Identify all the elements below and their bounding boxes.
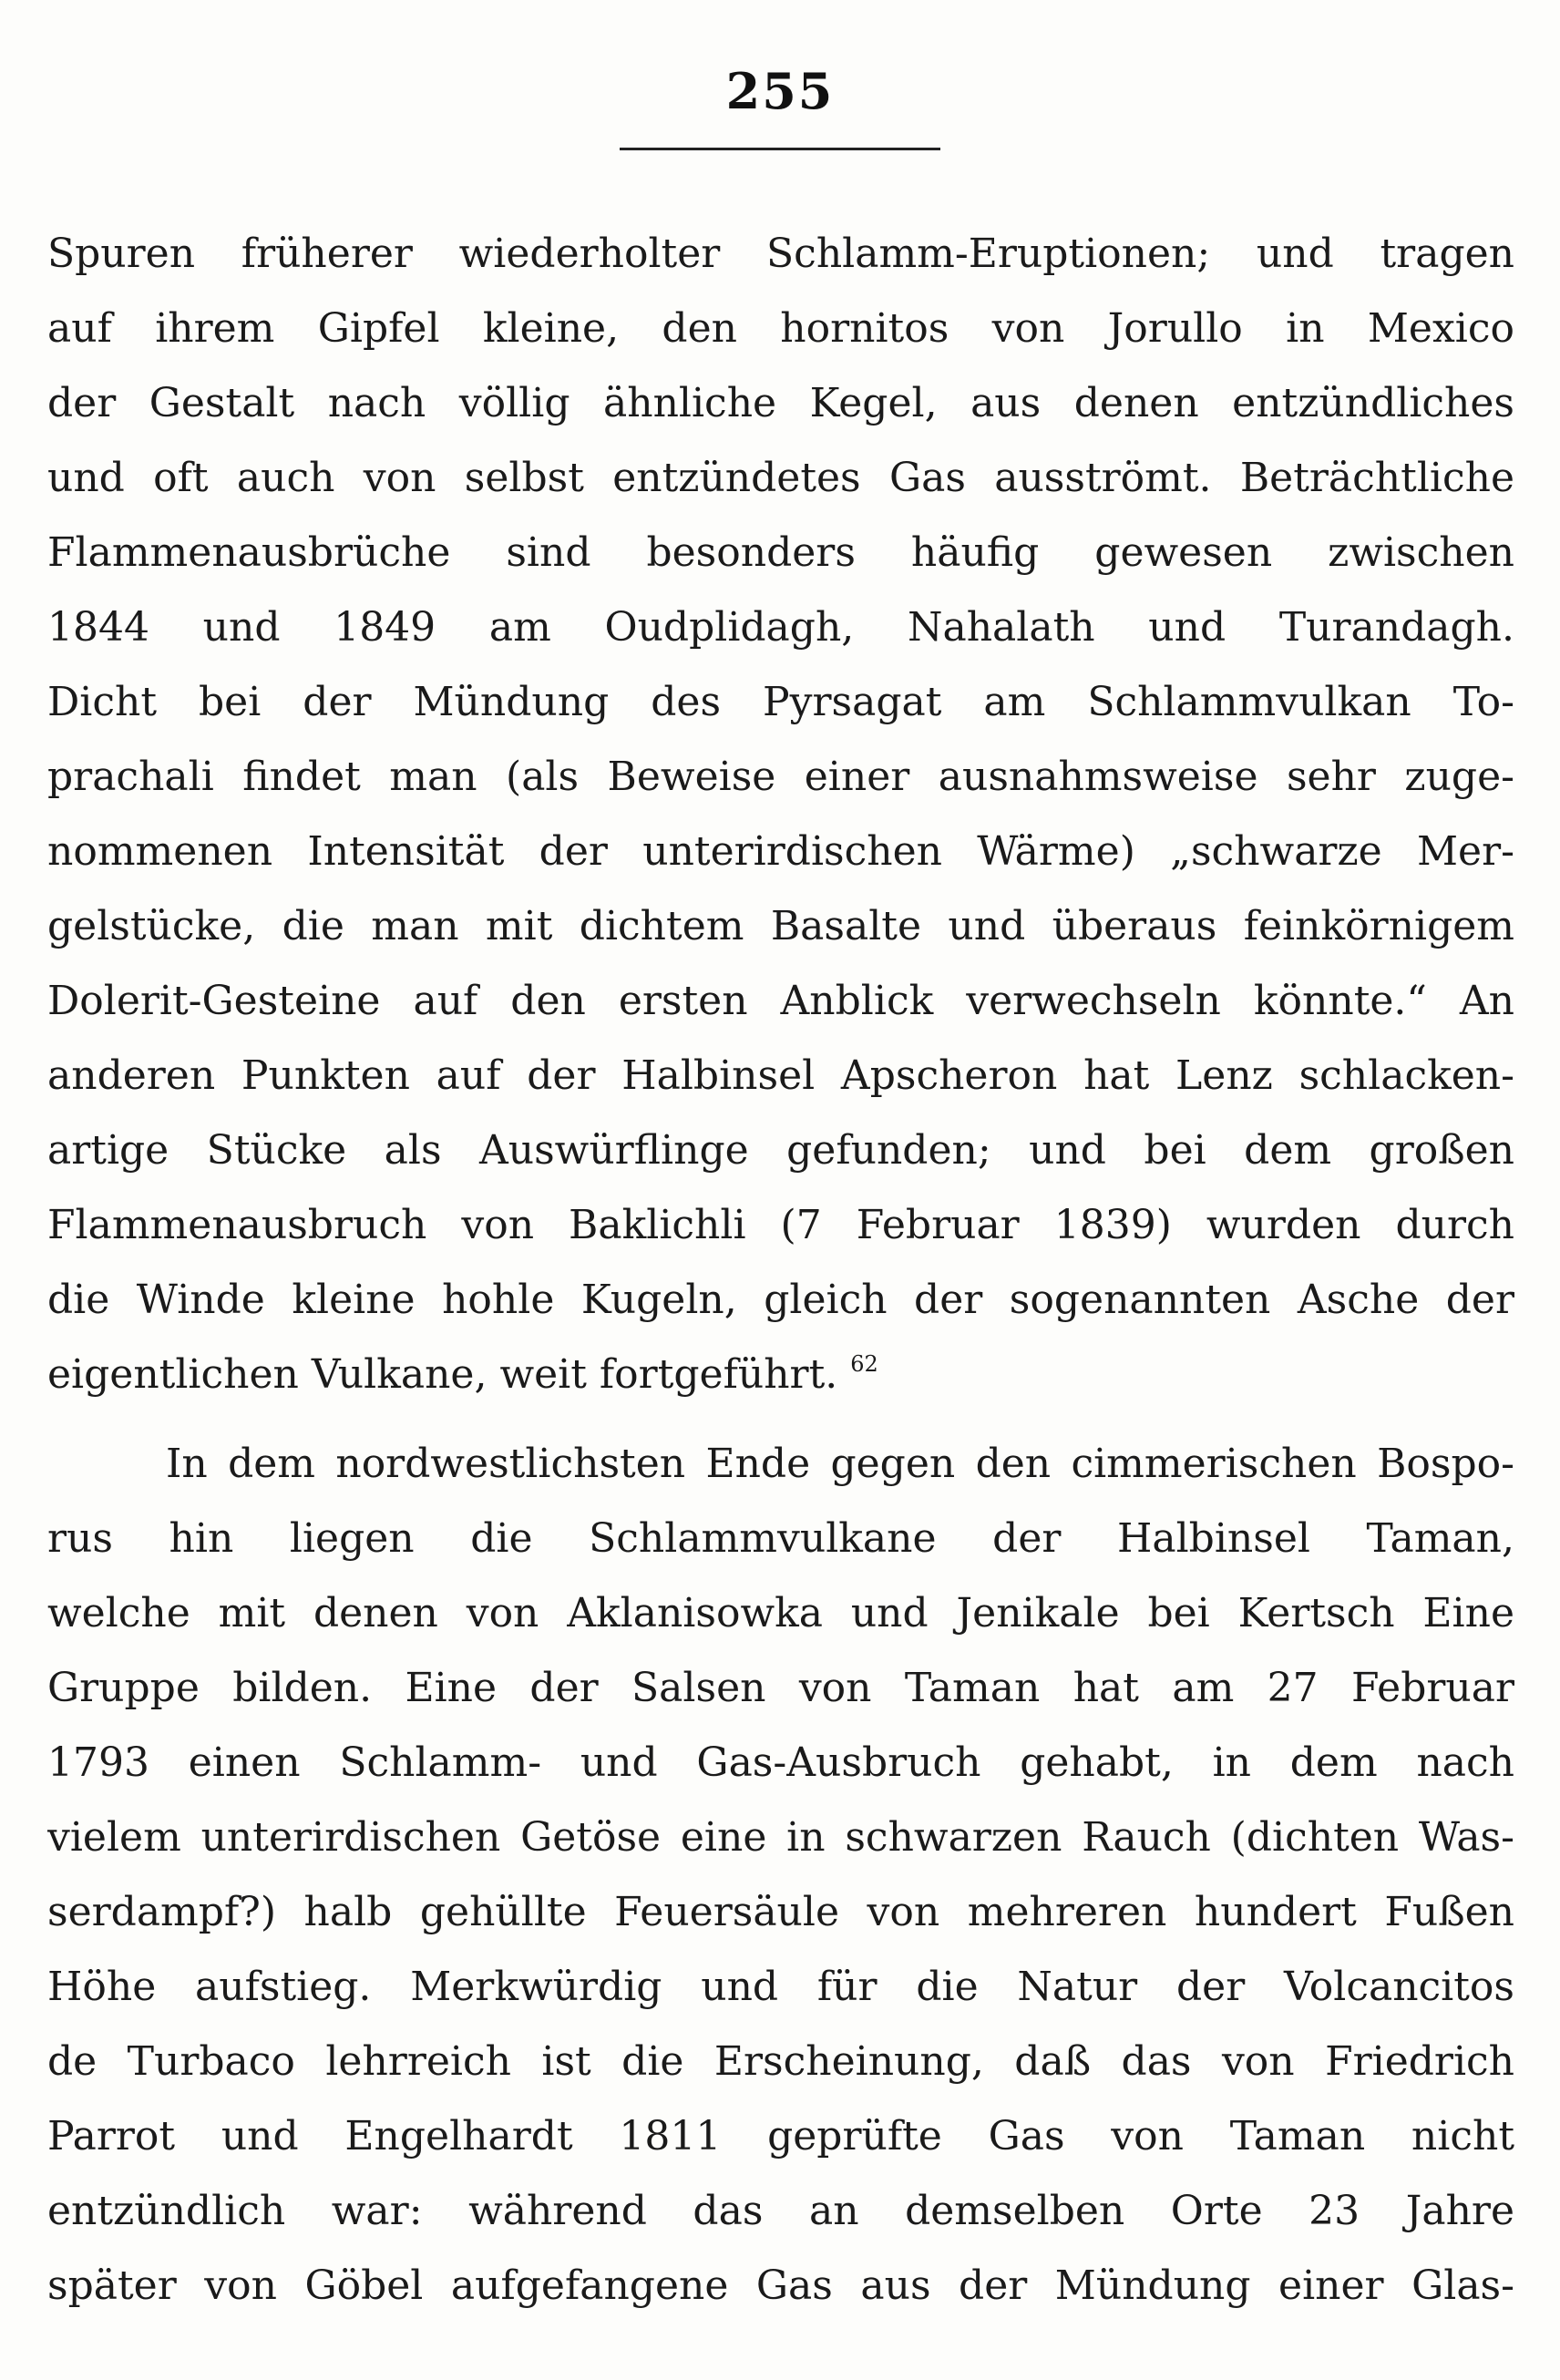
text-line: später von Göbel aufgefangene Gas aus der Mündung einer Glas- <box>47 2262 1514 2309</box>
paragraph-gap <box>47 1412 1514 1427</box>
text-line-indented: In dem nordwestlichsten Ende gegen den cimmerischen Bospo- <box>166 1441 1514 1487</box>
text-line: de Turbaco lehrreich ist die Erscheinung, daß das von Friedrich <box>47 2038 1514 2085</box>
text-line: nommenen Intensität der unterirdischen Wärme) „schwarze Mer- <box>47 828 1514 875</box>
page-number: 255 <box>725 62 835 120</box>
text-line: vielem unterirdischen Getöse eine in schwarzen Rauch (dichten Was- <box>47 1814 1514 1861</box>
text-line: und oft auch von selbst entzündetes Gas ausströmt. Beträchtliche <box>47 455 1514 501</box>
header-rule <box>620 148 940 150</box>
text-line: die Winde kleine hohle Kugeln, gleich der sogenannten Asche der <box>47 1277 1514 1323</box>
text-line: Dolerit-Gesteine auf den ersten Anblick verwechseln könnte.“ An <box>47 978 1514 1024</box>
text-line: entzündlich war: während das an demselben Orte 23 Jahre <box>47 2188 1514 2234</box>
body-text <box>47 217 1514 2324</box>
text-line-last <box>47 1338 1514 1412</box>
text-line: Spuren früherer wiederholter Schlamm-Eruptionen; und tragen <box>47 231 1514 277</box>
text-line: Dicht bei der Mündung des Pyrsagat am Schlammvulkan To- <box>47 679 1514 725</box>
text-line: auf ihrem Gipfel kleine, den hornitos von Jorullo in Mexico <box>47 305 1514 352</box>
text-line: der Gestalt nach völlig ähnliche Kegel, aus denen entzündliches <box>47 380 1514 426</box>
text-line: Gruppe bilden. Eine der Salsen von Taman hat am 27 Februar <box>47 1665 1514 1711</box>
text-line: artige Stücke als Auswürflinge gefunden; und bei dem großen <box>47 1127 1514 1174</box>
text-line: serdampf?) halb gehüllte Feuersäule von mehreren hundert Fußen <box>47 1889 1514 1935</box>
text-line: Parrot und Engelhardt 1811 geprüfte Gas von Taman nicht <box>47 2113 1514 2159</box>
text-line: 1844 und 1849 am Oudplidagh, Nahalath und Turandagh. <box>47 604 1514 651</box>
text-line: Flammenausbrüche sind besonders häufig gewesen zwischen <box>47 529 1514 576</box>
text-line: Flammenausbruch von Baklichli (7 Februar 1839) wurden durch <box>47 1202 1514 1248</box>
text-line-content: eigentlichen Vulkane, weit fortgeführt. <box>47 1351 838 1398</box>
text-line: anderen Punkten auf der Halbinsel Apscheron hat Lenz schlacken- <box>47 1052 1514 1099</box>
text-line: Höhe aufstieg. Merkwürdig und für die Natur der Volcancitos <box>47 1964 1514 2010</box>
footnote-reference[interactable]: 62 <box>850 1351 878 1377</box>
paragraph-1 <box>47 217 1514 1412</box>
text-line: rus hin liegen die Schlammvulkane der Halbinsel Taman, <box>47 1515 1514 1562</box>
text-line: prachali findet man (als Beweise einer ausnahmsweise sehr zuge- <box>47 754 1514 800</box>
text-line: 1793 einen Schlamm- und Gas-Ausbruch gehabt, in dem nach <box>47 1739 1514 1786</box>
paragraph-2 <box>47 1427 1514 2324</box>
text-line: welche mit denen von Aklanisowka und Jenikale bei Kertsch Eine <box>47 1590 1514 1636</box>
text-line: gelstücke, die man mit dichtem Basalte und überaus feinkörnigem <box>47 903 1514 949</box>
